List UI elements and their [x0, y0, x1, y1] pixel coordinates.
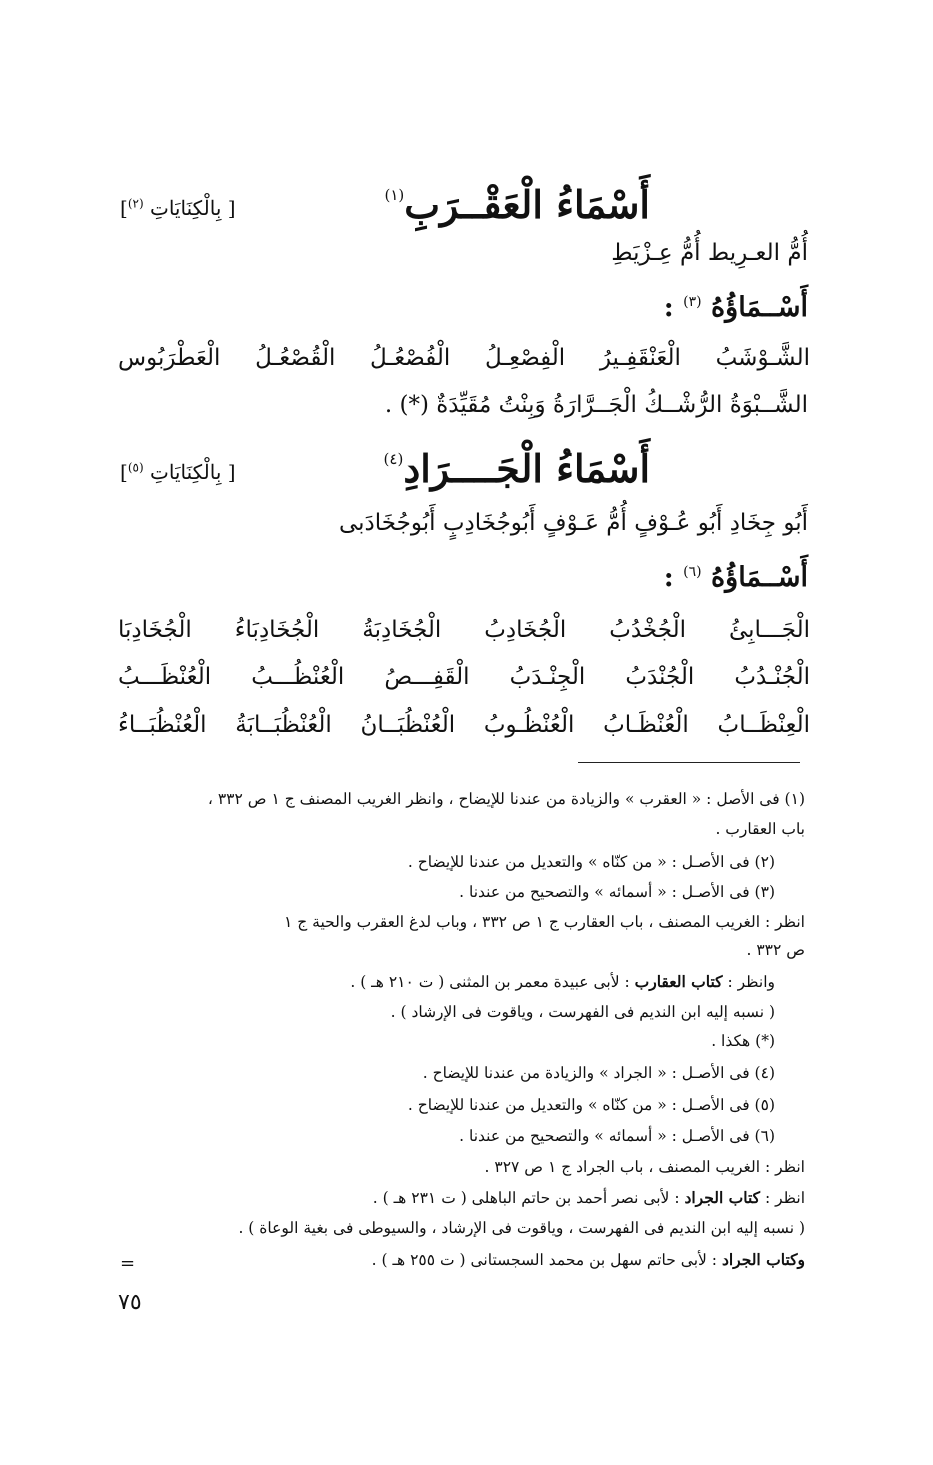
ref-book-title: كتاب الجراد — [684, 1188, 761, 1207]
footnote-line: ( نسبه إليه ابن النديم فى الفهرست ، وياقوت فى الإرشاد ، والسيوطى فى بغية الوعاة ) . — [238, 1219, 805, 1237]
footnote-reference — [373, 1188, 805, 1207]
name-word: الْجُنْدَبُ — [625, 664, 695, 690]
name-word: الْعُنْظَـابُ — [603, 712, 689, 738]
name-word: الْجُخْدُبُ — [609, 617, 687, 643]
footnote-line: (٣) فى الأصـل : « أسمائه » والتصحيح من عندنا . — [459, 883, 775, 901]
name-word: الْعُنْظَـــبُ — [118, 664, 212, 690]
footnote-line: (٦) فى الأصـل : « أسمائه » والتصحيح من عندنا . — [459, 1127, 775, 1145]
name-word: الْعُنْظُبَــابَةُ — [235, 712, 332, 738]
names-label: أَسْــمَاؤُهُ — [711, 562, 808, 593]
name-word: الْجُخَادِبَاءُ — [234, 617, 320, 643]
title-text: أَسْمَاءُ الْعَقْــرَبِ — [404, 182, 650, 227]
kinayat-close: ] — [120, 460, 128, 484]
names-row — [118, 345, 810, 371]
footnote-line: (٥) فى الأصـل : « من كنّاه » والتعديل من عندنا للإيضاح . — [407, 1096, 775, 1114]
title-text: أَسْمَاءُ الْجَــــرَادِ — [403, 446, 650, 491]
name-word: الْعُنْظُـــبُ — [251, 664, 345, 690]
name-word: الْقَفِـــصُ — [384, 664, 470, 690]
kinayat-text: [ بِالْكِنَايَاتِ — [150, 460, 236, 484]
name-word: الْفُصْعُـلُ — [370, 345, 451, 371]
name-word: الْعَطْرَبُوس — [118, 345, 221, 371]
footnote-line: (١) فى الأصل : « العقرب » والزيادة من عندنا للإيضاح ، وانظر الغريب المصنف ج ١ ص ٣٣٢ ، — [207, 790, 805, 808]
name-word: الْعُنْظُبَــانُ — [360, 712, 456, 738]
footnote-reference — [350, 972, 775, 991]
footnote-line: (*) هكذا . — [711, 1032, 775, 1050]
kinayat-label — [120, 460, 236, 484]
names-row — [118, 664, 810, 690]
footnote-line: ص ٣٣٢ . — [746, 941, 805, 959]
name-word: الْجُخَادِبَةُ — [362, 617, 442, 643]
ref-book-title: كتاب العقارب — [634, 972, 723, 991]
ref-author: : لأبى نصر أحمد بن حاتم الباهلى ( ت ٢٣١ هـ ) . — [372, 1189, 685, 1207]
section-header-locust — [110, 446, 810, 502]
name-word: الشَّـوْشَبُ — [715, 345, 810, 371]
section-title — [384, 446, 650, 491]
kinayat-text: [ بِالْكِنَايَاتِ — [150, 196, 236, 220]
names-heading — [664, 562, 808, 593]
name-word: الْجُخَادِبَا — [118, 617, 192, 643]
continuation-mark: = — [120, 1253, 136, 1274]
title-footnote-ref: (٤) — [383, 450, 404, 468]
footnote-line: انظر : الغريب المصنف ، باب العقارب ج ١ ص ٣٣٢ ، وباب لدغ العقرب والحية ج ١ — [283, 913, 805, 931]
name-word: الْعِنْظَــابُ — [717, 712, 810, 738]
names-row — [118, 712, 810, 738]
footnote-line: ( نسبه إليه ابن النديم فى الفهرست ، وياقوت فى الإرشاد ) . — [390, 1003, 775, 1021]
kinayat-footnote-ref: (٥) — [127, 460, 144, 475]
names-heading — [664, 292, 808, 323]
kinayat-footnote-ref: (٢) — [127, 196, 144, 211]
name-word: الْقُصْعُـلُ — [255, 345, 336, 371]
name-word: الْفِصْعِـلُ — [484, 345, 566, 371]
names-colon: : — [663, 562, 674, 593]
names-colon: : — [663, 292, 674, 323]
ref-author: : لأبى حاتم سهل بن محمد السجستانى ( ت ٢٥٥ هـ ) . — [371, 1251, 722, 1269]
ref-prefix: انظر : — [760, 1189, 805, 1207]
footnote-line: انظر : الغريب المصنف ، باب الجراد ج ١ ص ٣٢٧ . — [484, 1158, 805, 1176]
names-row-2: الشَّــبْوَةُ الرُّشْــكُ الْجَــرَّارَةُ وَبِنْتُ مُقَيِّدَةٌ (*) . — [384, 392, 808, 418]
kinayat-label — [120, 196, 236, 220]
footnote-line: باب العقارب . — [715, 820, 805, 838]
name-word: الْجُنْـدُبُ — [734, 664, 810, 690]
name-word: الْعُنْظُـوبُ — [483, 712, 575, 738]
names-footnote-ref: (٣) — [683, 294, 702, 310]
names-footnote-ref: (٦) — [683, 564, 702, 580]
names-row — [118, 617, 810, 643]
ref-prefix: وانظر : — [722, 973, 775, 991]
page-number: ٧٥ — [118, 1290, 142, 1315]
kunya-line: أَبُو جِخَادِ أَبُو عُـوْفٍ أُمُّ عَـوْفٍ أَبُوجُخَادِبٍ أَبُوجُخَادَبى — [338, 510, 808, 536]
footnote-reference — [372, 1250, 805, 1269]
footnote-line: (٢) فى الأصـل : « من كنّاه » والتعديل من عندنا للإيضاح . — [407, 853, 775, 871]
ref-book-title: وكتاب الجراد — [721, 1250, 805, 1269]
name-word: الْعُنْظُبَــاءُ — [118, 712, 207, 738]
title-footnote-ref: (١) — [384, 186, 405, 204]
section-title — [384, 182, 650, 227]
section-header-scorpion — [110, 182, 810, 238]
kinayat-close: ] — [120, 196, 128, 220]
footnote-line: (٤) فى الأصـل : « الجراد » والزيادة من عندنا للإيضاح . — [422, 1064, 775, 1082]
name-word: الْجَـــابِئُ — [728, 617, 810, 643]
name-word: الْجِنْـدَبُ — [509, 664, 586, 690]
name-word: الْجُخَادِبُ — [484, 617, 567, 643]
name-word: الْعَنْقَفِـيرُ — [599, 345, 681, 371]
kunya-line: أُمُّ العـرِيط أُمُّ عِـزْيَطِ — [611, 240, 808, 266]
names-label: أَسْــمَاؤُهُ — [711, 292, 808, 323]
footnote-divider — [578, 762, 800, 763]
ref-author: : لأبى عبيدة معمر بن المثنى ( ت ٢١٠ هـ ) . — [350, 973, 635, 991]
